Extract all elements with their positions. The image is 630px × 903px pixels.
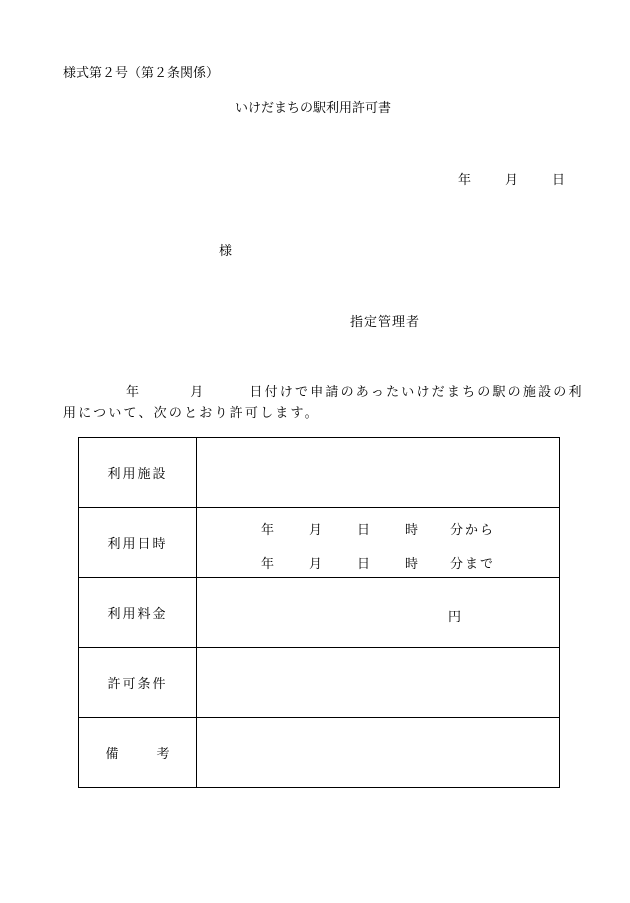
fee-value [197,578,560,648]
datetime-from [261,519,495,538]
date-day-label: 日 [552,173,566,188]
to-year-label: 年 [261,557,275,572]
conditions-label: 許可条件 [79,648,197,718]
fee-unit: 円 [448,610,462,625]
to-month-label: 月 [309,557,323,572]
form-number: 様式第２号（第２条関係） [63,66,220,81]
datetime-label: 利用日時 [79,508,197,578]
remarks-value [197,718,560,788]
table-row [79,718,560,788]
issuer-label: 指定管理者 [350,315,421,330]
to-day-label: 日 [357,557,371,572]
body-text-rest: 日付けで申請のあったいけだまちの駅の施設の利 [249,385,584,400]
permit-table [78,437,560,788]
issue-date [458,174,565,187]
table-row [79,508,560,578]
from-tail-label: 分から [450,523,496,538]
facility-label: 利用施設 [79,438,197,508]
body-text-line-2: 用について、次のとおり許可します。 [63,406,320,421]
conditions-value [197,648,560,718]
body-text-line-1 [126,386,584,399]
remarks-label-part-1: 備 [105,747,119,762]
table-row [79,648,560,718]
body-month-label: 月 [190,385,206,400]
document-title: いけだまちの駅利用許可書 [235,101,392,116]
table-row [79,578,560,648]
fee-label: 利用料金 [79,578,197,648]
from-year-label: 年 [261,523,275,538]
remarks-label-part-2: 考 [156,747,170,762]
from-hour-label: 時 [405,523,419,538]
date-month-label: 月 [505,173,519,188]
remarks-label [79,718,197,788]
datetime-to [261,553,495,572]
to-hour-label: 時 [405,557,419,572]
date-year-label: 年 [458,173,472,188]
from-day-label: 日 [357,523,371,538]
datetime-value [197,508,560,578]
facility-value [197,438,560,508]
recipient-suffix: 様 [219,244,233,259]
body-year-label: 年 [126,385,142,400]
to-tail-label: 分まで [450,557,496,572]
from-month-label: 月 [309,523,323,538]
table-row [79,438,560,508]
